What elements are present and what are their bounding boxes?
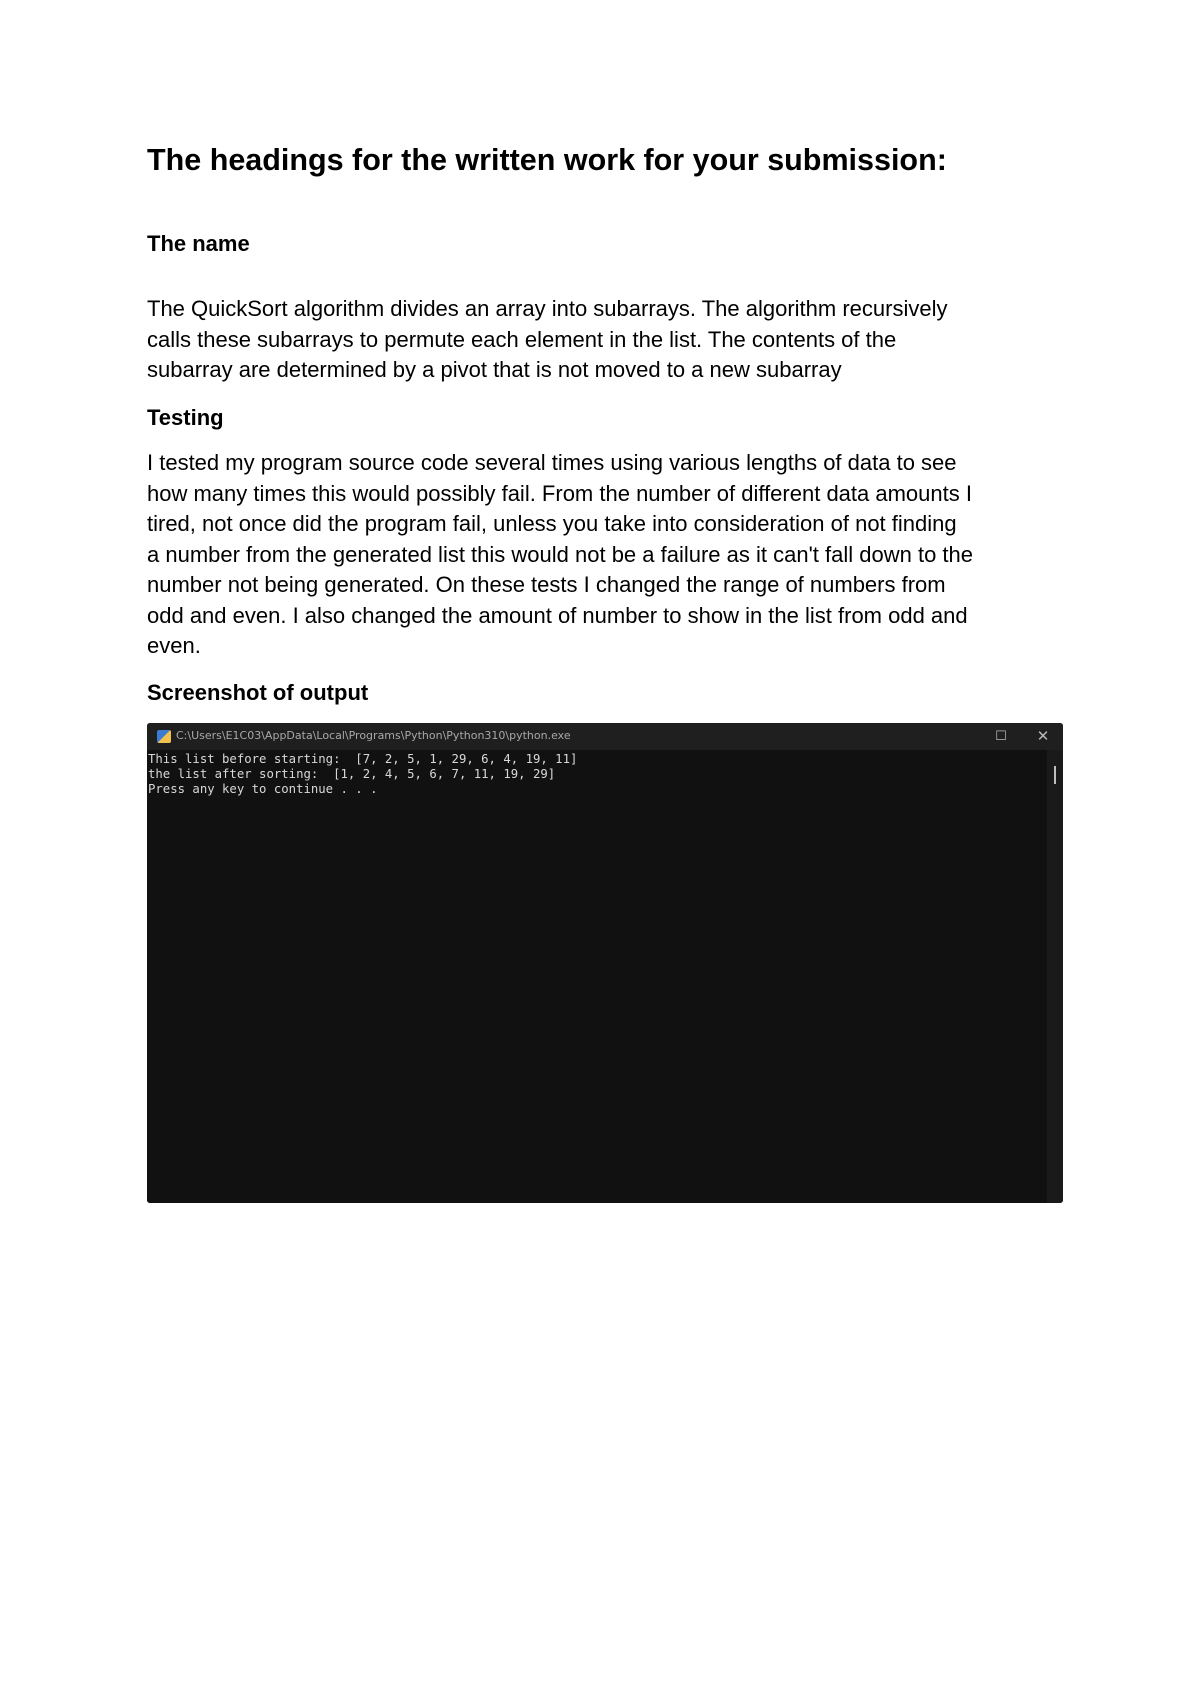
console-line-after: the list after sorting: [1, 2, 4, 5, 6, 7, 11, 19, 29]	[148, 767, 556, 781]
paragraph-line: subarray are determined by a pivot that is not moved to a new subarray	[147, 357, 842, 382]
paragraph-line: calls these subarrays to permute each element in the list. The contents of the	[147, 326, 897, 352]
paragraph-line: a number from the generated list this would not be a failure as it can't fall down to the	[147, 541, 973, 567]
python-console-icon	[157, 730, 171, 743]
console-screenshot	[147, 723, 1063, 1203]
paragraph-line: The QuickSort algorithm divides an array into subarrays. The algorithm recursively	[147, 296, 948, 321]
paragraph-line: tired, not once did the program fail, unless you take into consideration of not finding	[147, 511, 957, 536]
console-scrollbar[interactable]	[1047, 750, 1063, 1203]
section-heading-the-name: The name	[147, 231, 250, 256]
page-title: The headings for the written work for your submission:	[147, 143, 947, 177]
close-icon[interactable]: ✕	[1036, 727, 1050, 745]
paragraph-line: even.	[147, 633, 201, 658]
section-heading-testing: Testing	[147, 405, 224, 430]
scrollbar-thumb[interactable]	[1054, 766, 1056, 784]
the-name-paragraph	[147, 294, 1067, 386]
testing-paragraph	[147, 448, 1067, 662]
console-line-before: This list before starting: [7, 2, 5, 1, 29, 6, 4, 19, 11]	[148, 752, 578, 766]
paragraph-line: I tested my program source code several times using various lengths of data to see	[147, 450, 957, 475]
paragraph-line: number not being generated. On these tests I changed the range of numbers from	[147, 572, 946, 597]
console-titlebar	[147, 723, 1063, 750]
console-title: C:\Users\E1C03\AppData\Local\Programs\Python\Python310\python.exe	[176, 729, 571, 742]
console-line-continue: Press any key to continue . . .	[148, 782, 378, 796]
maximize-icon[interactable]: ☐	[995, 728, 1007, 744]
paragraph-line: odd and even. I also changed the amount of number to show in the list from odd and	[147, 602, 968, 628]
section-heading-screenshot: Screenshot of output	[147, 680, 369, 705]
console-output	[147, 750, 1047, 1203]
paragraph-line: how many times this would possibly fail. From the number of different data amounts I	[147, 480, 972, 506]
